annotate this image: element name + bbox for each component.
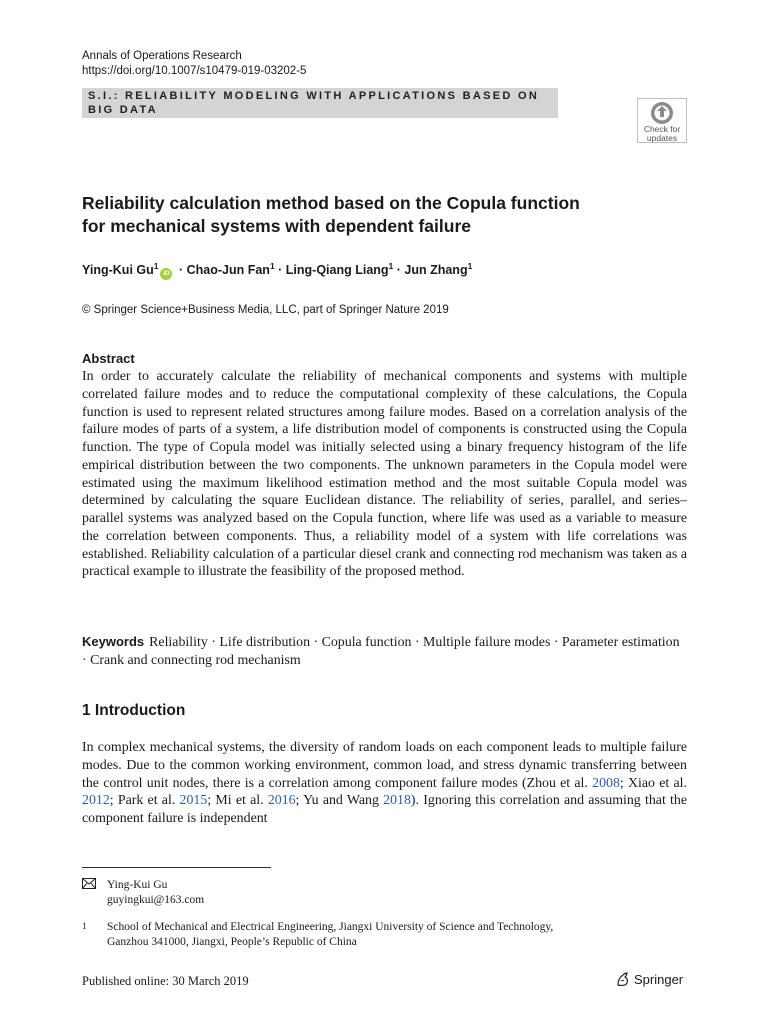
envelope-icon	[82, 878, 96, 894]
check-updates-icon	[649, 101, 675, 125]
keywords-text: Reliability · Life distribution · Copula function · Multiple failure modes · Parameter estimation · Crank and connecting rod mechanism	[82, 635, 680, 668]
intro-text: ; Park et al.	[109, 793, 180, 809]
keywords-label: Keywords	[82, 634, 145, 649]
orcid-icon[interactable]: iD	[160, 268, 172, 280]
author-3-affil: 1	[388, 261, 394, 271]
published-date: Published online: 30 March 2019	[82, 974, 249, 988]
author-2-affil: 1	[269, 261, 275, 271]
author-separator: ·	[175, 263, 187, 277]
author-1[interactable]: Ying-Kui Gu	[82, 263, 154, 277]
special-issue-line-1: S.I.: RELIABILITY MODELING WITH APPLICATIONS BASED ON	[88, 90, 540, 102]
intro-text: ; Mi et al.	[207, 793, 268, 809]
check-label-2: updates	[646, 133, 678, 143]
springer-horse-icon	[615, 971, 631, 987]
doi-link[interactable]: https://doi.org/10.1007/s10479-019-03202-5	[82, 65, 307, 77]
footnote-divider	[82, 867, 271, 868]
corresponding-author	[107, 878, 204, 907]
citation-link[interactable]: 2015	[179, 793, 208, 809]
abstract-text: In order to accurately calculate the reliability of mechanical components and systems with multiple correlated failure modes and to reduce the computational complexity of these calculations, the Copula function is used to represent related structures among failure modes. Based on a correlation analysis of the failure modes of parts of a system, a life distribution model of components is constructed using the Copula function. The type of Copula model was initially selected using a binary frequency histogram of the life empirical distribution between the two components. The unknown parameters in the Copula model were estimated using the maximum likelihood estimation method and the most suitable Copula model was determined by calculating the square Euclidean distance. The reliability of series, parallel, and series–parallel systems was analyzed based on the Copula function, where life was used as a variable to measure the correlation between components. Thus, a reliability model of a system with life correlations was established. Reliability calculation of a particular diesel crank and connecting rod mechanism was taken as a practical example to illustrate the feasibility of the proposed method.	[82, 369, 687, 580]
intro-text: ; Yu and Wang	[295, 793, 384, 809]
special-issue-line-2: BIG DATA	[88, 104, 158, 116]
publisher-name: Springer	[634, 972, 684, 987]
author-separator: ·	[393, 263, 405, 277]
special-issue-banner	[82, 88, 558, 118]
intro-text: ; Xiao et al.	[619, 775, 687, 791]
corresponding-name: Ying-Kui Gu	[107, 879, 168, 891]
author-separator: ·	[274, 263, 286, 277]
abstract-heading: Abstract	[82, 351, 135, 366]
citation-link[interactable]: 2018	[383, 793, 411, 809]
check-for-updates-badge[interactable]	[637, 98, 687, 143]
intro-text: In complex mechanical systems, the diversity of random loads on each component leads to multiple failure modes. Due to the common working environment, common load, and stress dynamic transferring between the control unit nodes, there is a correlation among component failure modes (Zhou et al.	[82, 740, 687, 791]
keywords	[82, 633, 687, 670]
paper-title	[82, 192, 682, 238]
author-1-affil: 1	[153, 261, 159, 271]
affiliation-number: 1	[82, 921, 87, 931]
affiliation-line-2: Ganzhou 341000, Jiangxi, People’s Republic of China	[107, 935, 357, 948]
corresponding-email[interactable]: guyingkui@163.com	[107, 893, 205, 906]
citation-link[interactable]: 2016	[267, 793, 296, 809]
citation-link[interactable]: 2008	[592, 775, 620, 791]
check-label-1: Check for	[643, 124, 681, 134]
springer-logo	[615, 971, 683, 987]
author-4-affil: 1	[467, 261, 473, 271]
introduction-paragraph	[82, 739, 687, 828]
title-line-2: for mechanical systems with dependent failure	[82, 216, 471, 236]
journal-name: Annals of Operations Research	[82, 50, 242, 62]
section-heading-introduction: 1 Introduction	[82, 702, 186, 719]
author-list	[82, 261, 472, 280]
author-2[interactable]: Chao-Jun Fan	[186, 263, 270, 277]
affiliation	[107, 920, 687, 949]
citation-link[interactable]: 2012	[82, 793, 110, 809]
journal-header	[82, 49, 306, 79]
title-line-1: Reliability calculation method based on the Copula function	[82, 193, 580, 213]
affiliation-line-1: School of Mechanical and Electrical Engineering, Jiangxi University of Science and Technology,	[107, 921, 554, 933]
copyright-notice: © Springer Science+Business Media, LLC, part of Springer Nature 2019	[82, 304, 449, 316]
intro-text: ). Ignoring this correlation and assuming that the component failure is independent	[82, 793, 688, 826]
author-3[interactable]: Ling-Qiang Liang	[285, 263, 389, 277]
author-4[interactable]: Jun Zhang	[404, 263, 468, 277]
